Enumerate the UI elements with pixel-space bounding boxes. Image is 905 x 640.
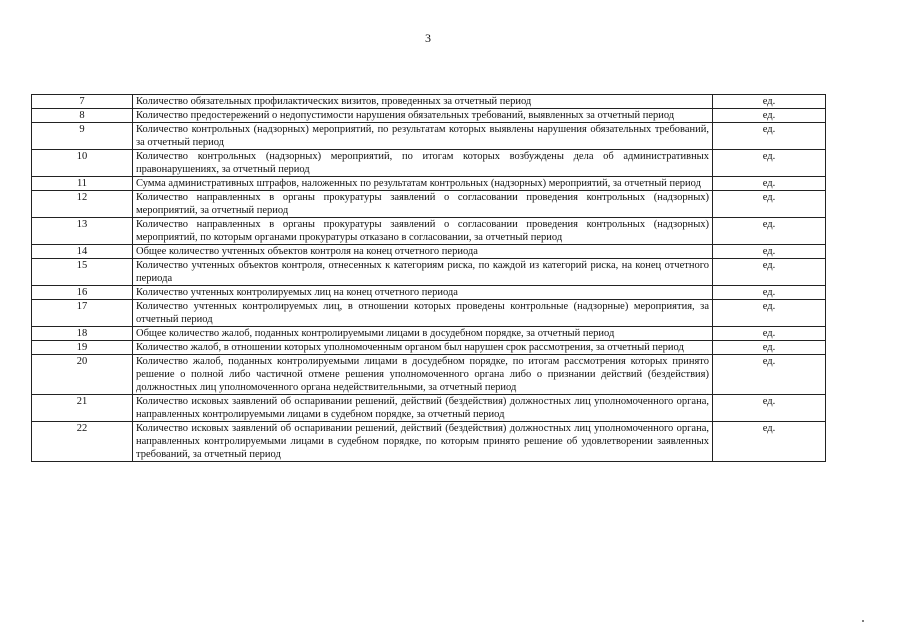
row-number: 16 xyxy=(32,286,133,300)
unit-of-measure: ед. xyxy=(713,327,826,341)
indicator-description: Количество направленных в органы прокуратуры заявлений о согласовании проведения контрольных (надзорных) мероприятий, по которым органами прокуратуры отказано в согласовании, за отчетный период xyxy=(133,218,713,245)
table-row xyxy=(32,245,826,259)
row-number: 15 xyxy=(32,259,133,286)
table-row xyxy=(32,150,826,177)
table-row xyxy=(32,177,826,191)
unit-of-measure: ед. xyxy=(713,177,826,191)
row-number: 20 xyxy=(32,355,133,395)
indicator-description: Количество учтенных контролируемых лиц, в отношении которых проведены контрольные (надзорные) мероприятия, за отчетный период xyxy=(133,300,713,327)
table-row xyxy=(32,422,826,462)
unit-of-measure: ед. xyxy=(713,218,826,245)
unit-of-measure: ед. xyxy=(713,422,826,462)
row-number: 10 xyxy=(32,150,133,177)
unit-of-measure: ед. xyxy=(713,286,826,300)
table-row xyxy=(32,327,826,341)
row-number: 11 xyxy=(32,177,133,191)
unit-of-measure: ед. xyxy=(713,150,826,177)
unit-of-measure: ед. xyxy=(713,259,826,286)
row-number: 12 xyxy=(32,191,133,218)
unit-of-measure: ед. xyxy=(713,341,826,355)
scan-speck xyxy=(862,620,864,622)
unit-of-measure: ед. xyxy=(713,395,826,422)
row-number: 17 xyxy=(32,300,133,327)
indicators-table-body xyxy=(32,95,826,462)
unit-of-measure: ед. xyxy=(713,355,826,395)
row-number: 7 xyxy=(32,95,133,109)
row-number: 8 xyxy=(32,109,133,123)
table-row xyxy=(32,355,826,395)
row-number: 21 xyxy=(32,395,133,422)
table-row xyxy=(32,395,826,422)
row-number: 9 xyxy=(32,123,133,150)
indicator-description: Количество обязательных профилактических визитов, проведенных за отчетный период xyxy=(133,95,713,109)
row-number: 19 xyxy=(32,341,133,355)
table-row xyxy=(32,300,826,327)
table-row xyxy=(32,259,826,286)
indicators-table xyxy=(31,94,826,462)
unit-of-measure: ед. xyxy=(713,191,826,218)
table-row xyxy=(32,341,826,355)
table-row xyxy=(32,218,826,245)
indicator-description: Количество учтенных контролируемых лиц на конец отчетного периода xyxy=(133,286,713,300)
row-number: 22 xyxy=(32,422,133,462)
table-row xyxy=(32,123,826,150)
indicator-description: Количество контрольных (надзорных) мероприятий, по итогам которых возбуждены дела об административных правонарушениях, за отчетный период xyxy=(133,150,713,177)
indicator-description: Сумма административных штрафов, наложенных по результатам контрольных (надзорных) мероприятий, за отчетный период xyxy=(133,177,713,191)
indicator-description: Количество исковых заявлений об оспаривании решений, действий (бездействия) должностных лиц уполномоченного органа, направленных контролируемыми лицами в судебном порядке, за отчетный период xyxy=(133,395,713,422)
table-row xyxy=(32,109,826,123)
indicator-description: Количество жалоб, поданных контролируемыми лицами в досудебном порядке, по итогам рассмотрения которых принято решение о полной либо частичной отмене решения уполномоченного органа либо о признании действий (бездействия) должностных лиц уполномоченного органа недействительными, за отчетный период xyxy=(133,355,713,395)
indicator-description: Количество контрольных (надзорных) мероприятий, по результатам которых выявлены нарушения обязательных требований, за отчетный период xyxy=(133,123,713,150)
unit-of-measure: ед. xyxy=(713,109,826,123)
indicator-description: Общее количество учтенных объектов контроля на конец отчетного периода xyxy=(133,245,713,259)
unit-of-measure: ед. xyxy=(713,95,826,109)
row-number: 14 xyxy=(32,245,133,259)
unit-of-measure: ед. xyxy=(713,245,826,259)
indicator-description: Общее количество жалоб, поданных контролируемыми лицами в досудебном порядке, за отчетный период xyxy=(133,327,713,341)
table-row xyxy=(32,95,826,109)
page-number: 3 xyxy=(425,31,431,45)
unit-of-measure: ед. xyxy=(713,123,826,150)
row-number: 18 xyxy=(32,327,133,341)
indicator-description: Количество предостережений о недопустимости нарушения обязательных требований, выявленных за отчетный период xyxy=(133,109,713,123)
table-row xyxy=(32,191,826,218)
row-number: 13 xyxy=(32,218,133,245)
indicator-description: Количество жалоб, в отношении которых уполномоченным органом был нарушен срок рассмотрения, за отчетный период xyxy=(133,341,713,355)
unit-of-measure: ед. xyxy=(713,300,826,327)
indicator-description: Количество направленных в органы прокуратуры заявлений о согласовании проведения контрольных (надзорных) мероприятий, за отчетный период xyxy=(133,191,713,218)
indicator-description: Количество исковых заявлений об оспаривании решений, действий (бездействия) должностных лиц уполномоченного органа, направленных контролируемыми лицами в судебном порядке, по которым принято решение об удовлетворении заявленных требований, за отчетный период xyxy=(133,422,713,462)
indicator-description: Количество учтенных объектов контроля, отнесенных к категориям риска, по каждой из категорий риска, на конец отчетного периода xyxy=(133,259,713,286)
table-row xyxy=(32,286,826,300)
